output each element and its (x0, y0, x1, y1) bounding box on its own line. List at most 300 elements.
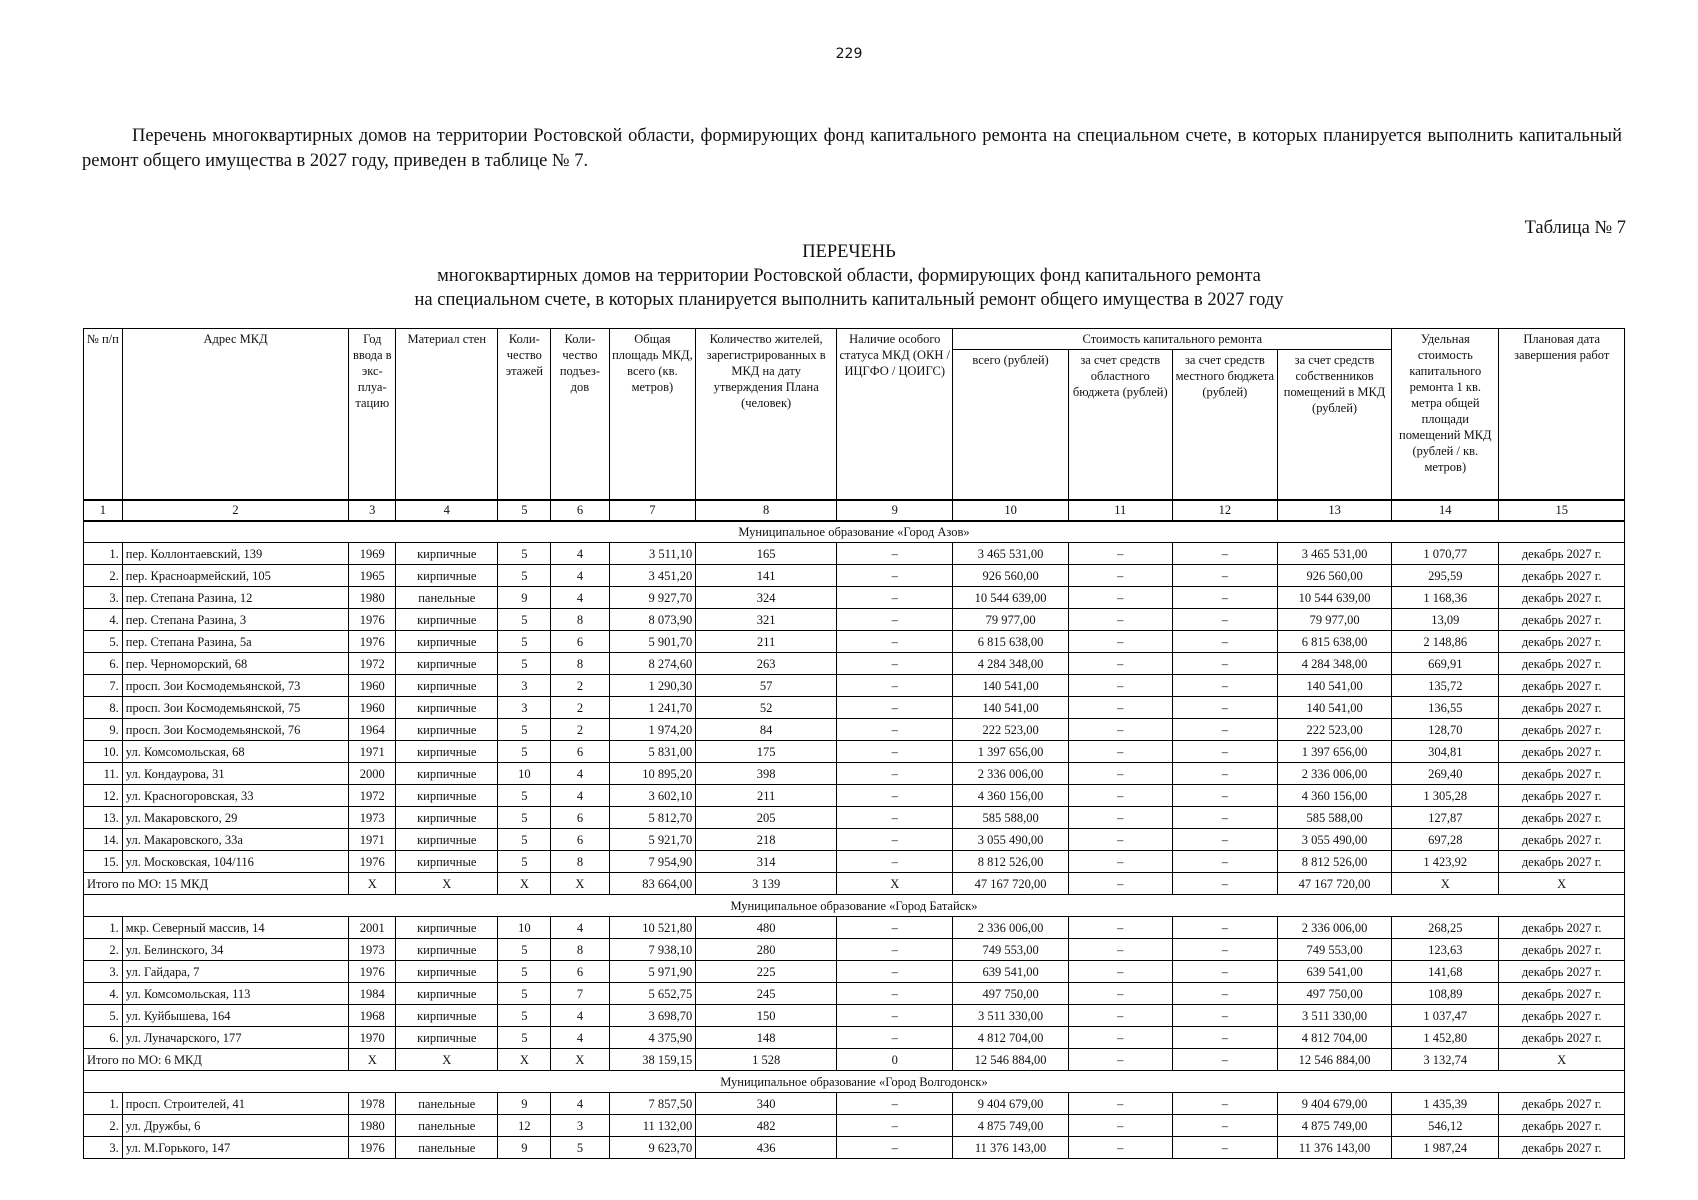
cell-plan-date: декабрь 2027 г. (1499, 917, 1625, 939)
cell-status: – (837, 609, 953, 631)
cell-area: 1 290,30 (609, 675, 696, 697)
cell-unit-cost: 295,59 (1392, 565, 1499, 587)
header-cost-local: за счет средств местного бюджета (рублей) (1172, 350, 1277, 500)
cell-plan-date: декабрь 2027 г. (1499, 1115, 1625, 1137)
table-row (84, 565, 1625, 587)
cell-cost-regional: – (1068, 697, 1172, 719)
cell-material: панельные (396, 587, 498, 609)
cell-status: – (837, 697, 953, 719)
cell-residents: 148 (696, 1027, 837, 1049)
cell-unit-cost: 1 987,24 (1392, 1137, 1499, 1159)
table-row (84, 1137, 1625, 1159)
total-cell: X (498, 873, 551, 895)
cell-cost-owners: 926 560,00 (1277, 565, 1391, 587)
cell-row-num: 9. (84, 719, 123, 741)
cell-year: 2000 (349, 763, 396, 785)
cell-area: 3 451,20 (609, 565, 696, 587)
cell-status: – (837, 785, 953, 807)
column-number: 1 (84, 500, 123, 521)
cell-cost-regional: – (1068, 631, 1172, 653)
cell-material: кирпичные (396, 961, 498, 983)
total-cell: X (837, 873, 953, 895)
column-number: 6 (551, 500, 609, 521)
cell-area: 9 623,70 (609, 1137, 696, 1159)
cell-plan-date: декабрь 2027 г. (1499, 1027, 1625, 1049)
cell-entrances: 4 (551, 1005, 609, 1027)
cell-residents: 340 (696, 1093, 837, 1115)
cell-status: – (837, 983, 953, 1005)
table-row (84, 653, 1625, 675)
cell-row-num: 2. (84, 565, 123, 587)
cell-cost-regional: – (1068, 741, 1172, 763)
header-address: Адрес МКД (122, 329, 349, 500)
column-number: 8 (696, 500, 837, 521)
column-number: 12 (1172, 500, 1277, 521)
cell-unit-cost: 1 037,47 (1392, 1005, 1499, 1027)
cell-floors: 5 (498, 939, 551, 961)
header-status: Наличие особого статуса МКД (ОКН / ИЦГФО / ЦОИГС) (837, 329, 953, 500)
cell-unit-cost: 546,12 (1392, 1115, 1499, 1137)
cell-cost-total: 79 977,00 (953, 609, 1068, 631)
column-number: 4 (396, 500, 498, 521)
cell-row-num: 2. (84, 1115, 123, 1137)
table-title-line1: ПЕРЕЧЕНЬ (802, 242, 896, 262)
cell-status: – (837, 829, 953, 851)
cell-area: 4 375,90 (609, 1027, 696, 1049)
column-number: 10 (953, 500, 1068, 521)
cell-unit-cost: 1 070,77 (1392, 543, 1499, 565)
cell-material: кирпичные (396, 785, 498, 807)
cell-status: – (837, 741, 953, 763)
cell-cost-total: 926 560,00 (953, 565, 1068, 587)
table-row (84, 543, 1625, 565)
total-row (84, 873, 1625, 895)
cell-area: 5 812,70 (609, 807, 696, 829)
cell-cost-owners: 4 875 749,00 (1277, 1115, 1391, 1137)
cell-cost-local: – (1172, 1027, 1277, 1049)
cell-material: кирпичные (396, 609, 498, 631)
cell-material: панельные (396, 1115, 498, 1137)
cell-cost-total: 497 750,00 (953, 983, 1068, 1005)
cell-cost-total: 8 812 526,00 (953, 851, 1068, 873)
cell-floors: 9 (498, 1137, 551, 1159)
cell-floors: 5 (498, 785, 551, 807)
cell-plan-date: декабрь 2027 г. (1499, 543, 1625, 565)
cell-year: 1971 (349, 829, 396, 851)
cell-year: 1969 (349, 543, 396, 565)
cell-year: 1972 (349, 785, 396, 807)
cell-cost-total: 1 397 656,00 (953, 741, 1068, 763)
cell-address: ул. Кондаурова, 31 (122, 763, 349, 785)
cell-row-num: 6. (84, 1027, 123, 1049)
cell-row-num: 7. (84, 675, 123, 697)
table-row (84, 939, 1625, 961)
cell-residents: 175 (696, 741, 837, 763)
cell-status: – (837, 851, 953, 873)
cell-cost-total: 11 376 143,00 (953, 1137, 1068, 1159)
cell-residents: 263 (696, 653, 837, 675)
table-row (84, 1115, 1625, 1137)
cell-plan-date: декабрь 2027 г. (1499, 1137, 1625, 1159)
cell-material: кирпичные (396, 983, 498, 1005)
cell-cost-regional: – (1068, 961, 1172, 983)
cell-status: – (837, 1093, 953, 1115)
cell-floors: 5 (498, 829, 551, 851)
cell-address: ул. Куйбышева, 164 (122, 1005, 349, 1027)
cell-address: просп. Зои Космодемьянской, 76 (122, 719, 349, 741)
section-header-row (84, 1071, 1625, 1093)
cell-residents: 165 (696, 543, 837, 565)
header-year: Год ввода в экс-плуа-тацию (349, 329, 396, 500)
table-title-line3: на специальном счете, в которых планируется выполнить капитальный ремонт общего имущества в 2027 году (414, 290, 1284, 310)
cell-status: – (837, 961, 953, 983)
section-header-row (84, 521, 1625, 543)
cell-row-num: 1. (84, 917, 123, 939)
cell-cost-total: 9 404 679,00 (953, 1093, 1068, 1115)
cell-cost-owners: 749 553,00 (1277, 939, 1391, 961)
cell-area: 3 602,10 (609, 785, 696, 807)
cell-material: кирпичные (396, 763, 498, 785)
cell-residents: 398 (696, 763, 837, 785)
total-cell: – (1172, 1049, 1277, 1071)
cell-entrances: 2 (551, 675, 609, 697)
cell-cost-owners: 140 541,00 (1277, 675, 1391, 697)
cell-unit-cost: 1 168,36 (1392, 587, 1499, 609)
cell-cost-owners: 4 284 348,00 (1277, 653, 1391, 675)
cell-residents: 245 (696, 983, 837, 1005)
cell-floors: 3 (498, 675, 551, 697)
cell-cost-local: – (1172, 961, 1277, 983)
cell-residents: 280 (696, 939, 837, 961)
cell-floors: 5 (498, 543, 551, 565)
cell-status: – (837, 807, 953, 829)
cell-area: 1 241,70 (609, 697, 696, 719)
cell-status: – (837, 719, 953, 741)
cell-entrances: 6 (551, 807, 609, 829)
cell-unit-cost: 128,70 (1392, 719, 1499, 741)
table-row (84, 675, 1625, 697)
cell-plan-date: декабрь 2027 г. (1499, 719, 1625, 741)
table-row (84, 961, 1625, 983)
cell-address: пер. Степана Разина, 3 (122, 609, 349, 631)
cell-floors: 9 (498, 1093, 551, 1115)
cell-address: ул. Красногоровская, 33 (122, 785, 349, 807)
cell-cost-total: 4 812 704,00 (953, 1027, 1068, 1049)
cell-area: 3 511,10 (609, 543, 696, 565)
cell-cost-local: – (1172, 543, 1277, 565)
cell-entrances: 4 (551, 917, 609, 939)
column-number: 3 (349, 500, 396, 521)
cell-area: 9 927,70 (609, 587, 696, 609)
total-cell: X (1499, 1049, 1625, 1071)
cell-unit-cost: 1 435,39 (1392, 1093, 1499, 1115)
cell-cost-owners: 4 360 156,00 (1277, 785, 1391, 807)
table-row (84, 829, 1625, 851)
cell-floors: 5 (498, 1005, 551, 1027)
column-number: 11 (1068, 500, 1172, 521)
cell-area: 8 274,60 (609, 653, 696, 675)
cell-cost-regional: – (1068, 939, 1172, 961)
cell-unit-cost: 1 305,28 (1392, 785, 1499, 807)
cell-address: ул. Луначарского, 177 (122, 1027, 349, 1049)
cell-cost-local: – (1172, 829, 1277, 851)
cell-unit-cost: 2 148,86 (1392, 631, 1499, 653)
cell-cost-local: – (1172, 1115, 1277, 1137)
cell-cost-local: – (1172, 697, 1277, 719)
cell-unit-cost: 697,28 (1392, 829, 1499, 851)
total-label: Итого по МО: 15 МКД (84, 873, 349, 895)
cell-cost-owners: 4 812 704,00 (1277, 1027, 1391, 1049)
cell-plan-date: декабрь 2027 г. (1499, 609, 1625, 631)
cell-cost-local: – (1172, 763, 1277, 785)
cell-unit-cost: 1 452,80 (1392, 1027, 1499, 1049)
cell-floors: 5 (498, 609, 551, 631)
table-row (84, 785, 1625, 807)
cell-material: кирпичные (396, 675, 498, 697)
cell-plan-date: декабрь 2027 г. (1499, 939, 1625, 961)
page-number: 229 (835, 46, 863, 62)
header-num: № п/п (84, 329, 123, 500)
cell-status: – (837, 917, 953, 939)
cell-area: 1 974,20 (609, 719, 696, 741)
cell-entrances: 6 (551, 829, 609, 851)
cell-year: 1976 (349, 631, 396, 653)
cell-status: – (837, 653, 953, 675)
cell-entrances: 8 (551, 851, 609, 873)
cell-address: мкр. Северный массив, 14 (122, 917, 349, 939)
table-row (84, 631, 1625, 653)
table-title (0, 240, 1698, 312)
total-cell: X (1392, 873, 1499, 895)
table-row (84, 587, 1625, 609)
cell-cost-regional: – (1068, 1115, 1172, 1137)
total-cell: 47 167 720,00 (953, 873, 1068, 895)
header-plan-date: Плановая дата завершения работ (1499, 329, 1625, 500)
table-row (84, 741, 1625, 763)
cell-year: 1980 (349, 587, 396, 609)
cell-cost-owners: 1 397 656,00 (1277, 741, 1391, 763)
cell-cost-total: 639 541,00 (953, 961, 1068, 983)
cell-cost-owners: 585 588,00 (1277, 807, 1391, 829)
cell-floors: 5 (498, 851, 551, 873)
cell-plan-date: декабрь 2027 г. (1499, 653, 1625, 675)
cell-cost-regional: – (1068, 565, 1172, 587)
cell-area: 10 895,20 (609, 763, 696, 785)
header-cost-group: Стоимость капитального ремонта (953, 329, 1392, 350)
cell-floors: 3 (498, 697, 551, 719)
cell-row-num: 5. (84, 631, 123, 653)
cell-material: кирпичные (396, 719, 498, 741)
cell-cost-regional: – (1068, 675, 1172, 697)
cell-cost-local: – (1172, 719, 1277, 741)
table-row (84, 1005, 1625, 1027)
cell-material: кирпичные (396, 917, 498, 939)
cell-area: 5 971,90 (609, 961, 696, 983)
cell-row-num: 15. (84, 851, 123, 873)
cell-status: – (837, 763, 953, 785)
cell-row-num: 5. (84, 1005, 123, 1027)
cell-floors: 5 (498, 961, 551, 983)
cell-floors: 5 (498, 983, 551, 1005)
cell-floors: 5 (498, 719, 551, 741)
total-cell: 0 (837, 1049, 953, 1071)
total-cell: – (1068, 873, 1172, 895)
cell-cost-local: – (1172, 587, 1277, 609)
cell-unit-cost: 304,81 (1392, 741, 1499, 763)
cell-cost-regional: – (1068, 719, 1172, 741)
cell-residents: 57 (696, 675, 837, 697)
cell-status: – (837, 565, 953, 587)
cell-cost-local: – (1172, 609, 1277, 631)
cell-plan-date: декабрь 2027 г. (1499, 1093, 1625, 1115)
header-floors: Коли-чество этажей (498, 329, 551, 500)
cell-floors: 12 (498, 1115, 551, 1137)
total-cell: 47 167 720,00 (1277, 873, 1391, 895)
cell-address: пер. Черноморский, 68 (122, 653, 349, 675)
cell-cost-regional: – (1068, 1137, 1172, 1159)
cell-unit-cost: 136,55 (1392, 697, 1499, 719)
cell-floors: 5 (498, 807, 551, 829)
cell-material: кирпичные (396, 697, 498, 719)
cell-material: кирпичные (396, 631, 498, 653)
cell-entrances: 8 (551, 939, 609, 961)
column-number: 2 (122, 500, 349, 521)
cell-material: панельные (396, 1093, 498, 1115)
cell-unit-cost: 268,25 (1392, 917, 1499, 939)
total-cell: – (1172, 873, 1277, 895)
cell-residents: 141 (696, 565, 837, 587)
total-cell: X (396, 873, 498, 895)
cell-address: ул. Московская, 104/116 (122, 851, 349, 873)
cell-residents: 314 (696, 851, 837, 873)
cell-address: просп. Зои Космодемьянской, 73 (122, 675, 349, 697)
cell-address: просп. Зои Космодемьянской, 75 (122, 697, 349, 719)
cell-plan-date: декабрь 2027 г. (1499, 565, 1625, 587)
cell-material: кирпичные (396, 543, 498, 565)
cell-cost-local: – (1172, 1093, 1277, 1115)
header-residents: Количество жителей, зарегистрированных в МКД на дату утверждения Плана (человек) (696, 329, 837, 500)
cell-row-num: 12. (84, 785, 123, 807)
column-numbers-row (84, 500, 1625, 521)
cell-residents: 52 (696, 697, 837, 719)
cell-status: – (837, 543, 953, 565)
cell-floors: 5 (498, 1027, 551, 1049)
cell-cost-total: 3 511 330,00 (953, 1005, 1068, 1027)
cell-entrances: 6 (551, 741, 609, 763)
cell-residents: 482 (696, 1115, 837, 1137)
header-cost-owners: за счет средств собственников помещений в МКД (рублей) (1277, 350, 1391, 500)
cell-entrances: 6 (551, 961, 609, 983)
cell-cost-owners: 222 523,00 (1277, 719, 1391, 741)
cell-floors: 10 (498, 763, 551, 785)
cell-residents: 436 (696, 1137, 837, 1159)
cell-cost-regional: – (1068, 763, 1172, 785)
table-row (84, 851, 1625, 873)
cell-floors: 10 (498, 917, 551, 939)
column-number: 15 (1499, 500, 1625, 521)
cell-address: ул. Белинского, 34 (122, 939, 349, 961)
cell-residents: 225 (696, 961, 837, 983)
cell-unit-cost: 135,72 (1392, 675, 1499, 697)
cell-cost-regional: – (1068, 1093, 1172, 1115)
cell-address: ул. Комсомольская, 68 (122, 741, 349, 763)
cell-year: 1984 (349, 983, 396, 1005)
cell-area: 11 132,00 (609, 1115, 696, 1137)
cell-cost-owners: 8 812 526,00 (1277, 851, 1391, 873)
cell-row-num: 4. (84, 983, 123, 1005)
cell-area: 5 652,75 (609, 983, 696, 1005)
cell-cost-regional: – (1068, 983, 1172, 1005)
cell-status: – (837, 1027, 953, 1049)
cell-row-num: 1. (84, 1093, 123, 1115)
table-row (84, 917, 1625, 939)
cell-plan-date: декабрь 2027 г. (1499, 587, 1625, 609)
header-unit-cost: Удельная стоимость капитального ремонта 1 кв. метра общей площади помещений МКД (рублей / кв. метров) (1392, 329, 1499, 500)
cell-area: 7 857,50 (609, 1093, 696, 1115)
cell-residents: 324 (696, 587, 837, 609)
section-header-row (84, 895, 1625, 917)
cell-plan-date: декабрь 2027 г. (1499, 961, 1625, 983)
cell-material: панельные (396, 1137, 498, 1159)
cell-plan-date: декабрь 2027 г. (1499, 631, 1625, 653)
cell-cost-total: 3 055 490,00 (953, 829, 1068, 851)
cell-row-num: 4. (84, 609, 123, 631)
cell-material: кирпичные (396, 565, 498, 587)
cell-cost-regional: – (1068, 807, 1172, 829)
table-body (84, 521, 1625, 1159)
cell-unit-cost: 1 423,92 (1392, 851, 1499, 873)
cell-material: кирпичные (396, 741, 498, 763)
cell-residents: 211 (696, 631, 837, 653)
cell-entrances: 4 (551, 565, 609, 587)
cell-year: 1976 (349, 609, 396, 631)
cell-row-num: 8. (84, 697, 123, 719)
cell-row-num: 1. (84, 543, 123, 565)
cell-cost-owners: 497 750,00 (1277, 983, 1391, 1005)
cell-plan-date: декабрь 2027 г. (1499, 675, 1625, 697)
cell-year: 2001 (349, 917, 396, 939)
cell-status: – (837, 587, 953, 609)
cell-cost-owners: 10 544 639,00 (1277, 587, 1391, 609)
cell-address: пер. Степана Разина, 5а (122, 631, 349, 653)
cell-residents: 150 (696, 1005, 837, 1027)
cell-unit-cost: 123,63 (1392, 939, 1499, 961)
table-row (84, 1093, 1625, 1115)
cell-year: 1968 (349, 1005, 396, 1027)
total-cell: X (551, 873, 609, 895)
cell-plan-date: декабрь 2027 г. (1499, 741, 1625, 763)
cell-floors: 5 (498, 653, 551, 675)
cell-address: пер. Коллонтаевский, 139 (122, 543, 349, 565)
cell-area: 3 698,70 (609, 1005, 696, 1027)
cell-floors: 5 (498, 565, 551, 587)
cell-year: 1978 (349, 1093, 396, 1115)
column-number: 5 (498, 500, 551, 521)
cell-year: 1965 (349, 565, 396, 587)
cell-status: – (837, 675, 953, 697)
total-cell: X (396, 1049, 498, 1071)
cell-cost-local: – (1172, 939, 1277, 961)
cell-year: 1973 (349, 939, 396, 961)
cell-cost-regional: – (1068, 653, 1172, 675)
cell-address: пер. Степана Разина, 12 (122, 587, 349, 609)
total-cell: 38 159,15 (609, 1049, 696, 1071)
cell-entrances: 8 (551, 609, 609, 631)
cell-cost-local: – (1172, 653, 1277, 675)
cell-cost-owners: 11 376 143,00 (1277, 1137, 1391, 1159)
cell-cost-owners: 9 404 679,00 (1277, 1093, 1391, 1115)
cell-address: ул. Дружбы, 6 (122, 1115, 349, 1137)
